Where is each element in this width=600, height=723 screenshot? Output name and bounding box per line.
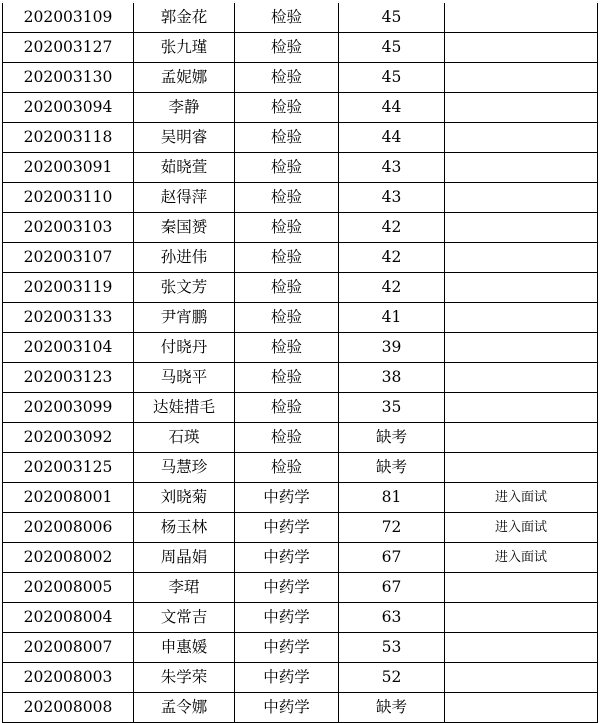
score-cell: 63 [339,603,445,633]
major-cell: 检验 [235,453,339,483]
table-row [3,63,598,93]
candidate-name-cell: 石瑛 [134,423,235,453]
major-cell: 检验 [235,153,339,183]
score-cell: 缺考 [339,693,445,723]
candidate-id-cell: 202008003 [3,663,134,693]
interview-note-cell [445,363,598,393]
table-row [3,33,598,63]
score-cell: 45 [339,3,445,33]
interview-note-cell [445,393,598,423]
major-cell: 中药学 [235,693,339,723]
candidate-name-cell: 孟妮娜 [134,63,235,93]
candidate-name-cell: 张九瑾 [134,33,235,63]
major-cell: 中药学 [235,603,339,633]
candidate-name-cell: 郭金花 [134,3,235,33]
major-cell: 检验 [235,93,339,123]
candidate-id-cell: 202008001 [3,483,134,513]
major-cell: 检验 [235,63,339,93]
table-row [3,303,598,333]
candidate-name-cell: 茹晓萱 [134,153,235,183]
results-table [2,3,598,723]
table-row [3,243,598,273]
interview-note-cell [445,183,598,213]
candidate-id-cell: 202003099 [3,393,134,423]
interview-note-cell [445,693,598,723]
score-cell: 45 [339,63,445,93]
interview-note-cell [445,663,598,693]
score-cell: 35 [339,393,445,423]
candidate-id-cell: 202003125 [3,453,134,483]
candidate-id-cell: 202003119 [3,273,134,303]
candidate-id-cell: 202008007 [3,633,134,663]
major-cell: 检验 [235,123,339,153]
table-row [3,423,598,453]
interview-note-cell [445,603,598,633]
candidate-id-cell: 202003092 [3,423,134,453]
major-cell: 检验 [235,33,339,63]
candidate-id-cell: 202003104 [3,333,134,363]
score-cell: 43 [339,153,445,183]
major-cell: 检验 [235,393,339,423]
major-cell: 检验 [235,213,339,243]
table-row [3,333,598,363]
table-row [3,213,598,243]
major-cell: 检验 [235,243,339,273]
score-cell: 41 [339,303,445,333]
interview-note-cell: 进入面试 [445,513,598,543]
candidate-name-cell: 朱学荣 [134,663,235,693]
major-cell: 中药学 [235,633,339,663]
candidate-name-cell: 杨玉林 [134,513,235,543]
score-cell: 44 [339,123,445,153]
table-row [3,543,598,573]
candidate-id-cell: 202008006 [3,513,134,543]
interview-note-cell [445,123,598,153]
interview-note-cell [445,243,598,273]
candidate-name-cell: 申惠媛 [134,633,235,663]
candidate-name-cell: 孟令娜 [134,693,235,723]
interview-note-cell [445,93,598,123]
interview-note-cell [445,33,598,63]
candidate-name-cell: 周晶娟 [134,543,235,573]
table-row [3,273,598,303]
score-cell: 42 [339,243,445,273]
interview-note-cell [445,273,598,303]
candidate-name-cell: 张文芳 [134,273,235,303]
candidate-name-cell: 李静 [134,93,235,123]
interview-note-cell [445,573,598,603]
candidate-id-cell: 202003130 [3,63,134,93]
candidate-id-cell: 202003109 [3,3,134,33]
interview-note-cell [445,633,598,663]
candidate-id-cell: 202003110 [3,183,134,213]
table-row [3,633,598,663]
table-row [3,123,598,153]
interview-note-cell [445,3,598,33]
interview-note-cell [445,63,598,93]
score-cell: 44 [339,93,445,123]
table-row [3,693,598,723]
candidate-id-cell: 202003094 [3,93,134,123]
candidate-id-cell: 202003118 [3,123,134,153]
score-cell: 53 [339,633,445,663]
score-cell: 72 [339,513,445,543]
table-row [3,363,598,393]
interview-note-cell [445,453,598,483]
candidate-id-cell: 202008002 [3,543,134,573]
table-row [3,573,598,603]
major-cell: 检验 [235,333,339,363]
candidate-id-cell: 202008004 [3,603,134,633]
table-row [3,513,598,543]
candidate-id-cell: 202008008 [3,693,134,723]
major-cell: 检验 [235,273,339,303]
major-cell: 中药学 [235,513,339,543]
score-cell: 42 [339,273,445,303]
major-cell: 检验 [235,303,339,333]
score-cell: 52 [339,663,445,693]
candidate-id-cell: 202003103 [3,213,134,243]
candidate-name-cell: 孙进伟 [134,243,235,273]
score-cell: 缺考 [339,423,445,453]
interview-note-cell [445,423,598,453]
candidate-name-cell: 马晓平 [134,363,235,393]
candidate-id-cell: 202003091 [3,153,134,183]
major-cell: 检验 [235,363,339,393]
candidate-name-cell: 吴明睿 [134,123,235,153]
interview-note-cell: 进入面试 [445,543,598,573]
major-cell: 检验 [235,183,339,213]
major-cell: 中药学 [235,543,339,573]
score-cell: 39 [339,333,445,363]
major-cell: 中药学 [235,663,339,693]
interview-note-cell [445,303,598,333]
candidate-name-cell: 马慧珍 [134,453,235,483]
score-cell: 38 [339,363,445,393]
candidate-name-cell: 文常吉 [134,603,235,633]
interview-note-cell [445,213,598,243]
candidate-id-cell: 202003123 [3,363,134,393]
candidate-id-cell: 202003133 [3,303,134,333]
table-row [3,93,598,123]
score-cell: 67 [339,543,445,573]
major-cell: 检验 [235,423,339,453]
table-row [3,183,598,213]
results-table-body [3,3,598,723]
candidate-id-cell: 202003127 [3,33,134,63]
candidate-name-cell: 达娃措毛 [134,393,235,423]
table-row [3,663,598,693]
table-row [3,603,598,633]
candidate-name-cell: 刘晓菊 [134,483,235,513]
score-cell: 43 [339,183,445,213]
table-row [3,393,598,423]
candidate-name-cell: 尹宵鹏 [134,303,235,333]
score-cell: 81 [339,483,445,513]
table-row [3,153,598,183]
score-cell: 67 [339,573,445,603]
table-row [3,453,598,483]
major-cell: 检验 [235,3,339,33]
score-cell: 缺考 [339,453,445,483]
candidate-id-cell: 202008005 [3,573,134,603]
candidate-id-cell: 202003107 [3,243,134,273]
table-row [3,3,598,33]
candidate-name-cell: 付晓丹 [134,333,235,363]
major-cell: 中药学 [235,483,339,513]
major-cell: 中药学 [235,573,339,603]
interview-note-cell: 进入面试 [445,483,598,513]
score-cell: 45 [339,33,445,63]
candidate-name-cell: 李珺 [134,573,235,603]
candidate-name-cell: 秦国赟 [134,213,235,243]
candidate-name-cell: 赵得萍 [134,183,235,213]
table-row [3,483,598,513]
interview-note-cell [445,333,598,363]
interview-note-cell [445,153,598,183]
score-cell: 42 [339,213,445,243]
